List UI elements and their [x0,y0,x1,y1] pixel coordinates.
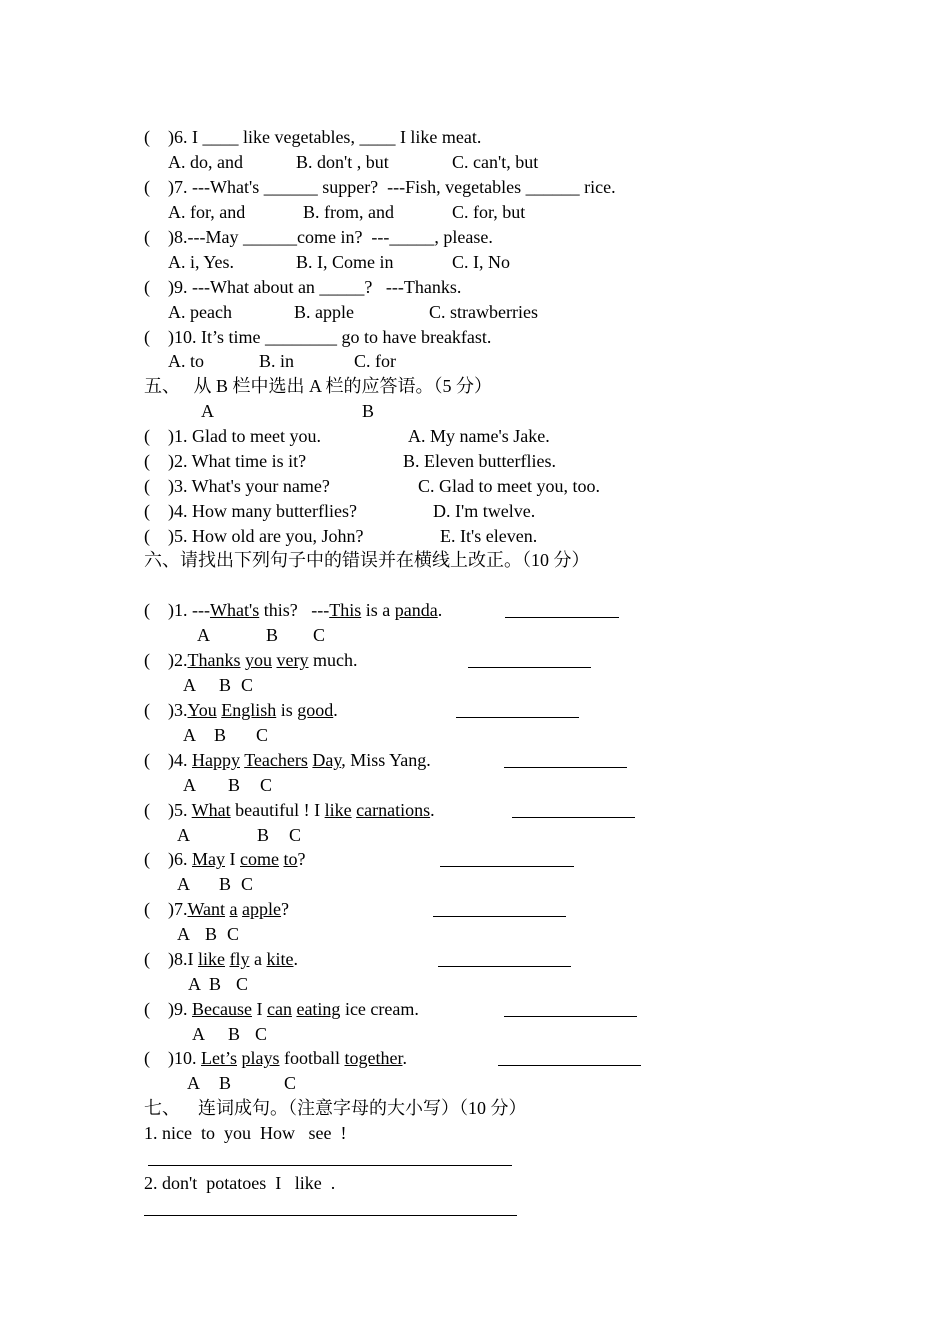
q4-7-stem: ( )7. ---What's ______ supper? ---Fish, vegetables ______ rice. [144,177,616,197]
s6-label-4c: C [260,775,273,795]
s6-label-5b: B [257,825,270,845]
s6-answer-line-6[interactable] [440,866,574,867]
s5-q2: ( )2. What time is it? [144,451,307,471]
q4-6-option-b: B. don't , but [296,152,389,172]
s6-item-5: ( )5. What beautiful ! I like carnations. [144,800,435,820]
s6-item-3: ( )3.You English is good. [144,700,338,720]
q4-6-option-c: C. can't, but [452,152,539,172]
s5-q4: ( )4. How many butterflies? [144,501,357,521]
q4-8-stem: ( )8.---May ______come in? ---_____, please. [144,227,493,247]
s5-a1: A. My name's Jake. [408,426,550,446]
s6-answer-line-8[interactable] [438,966,571,967]
section6-heading: 六、请找出下列句子中的错误并在横线上改正。（10 分） [144,550,590,570]
s6-label-7c: C [227,924,240,944]
s6-answer-line-2[interactable] [468,667,591,668]
s6-label-8a: A [188,974,201,994]
s5-q1: ( )1. Glad to meet you. [144,426,321,446]
s6-label-3b: B [214,725,227,745]
s6-item-1: ( )1. ---What's this? ---This is a panda. [144,600,443,620]
s6-label-1c: C [313,625,326,645]
q4-6-stem: ( )6. I ____ like vegetables, ____ I like meat. [144,127,482,147]
s5-a4: D. I'm twelve. [433,501,536,521]
s7-answer-line-2[interactable] [144,1215,517,1216]
s6-label-9c: C [255,1024,268,1044]
s6-label-7a: A [177,924,190,944]
s6-label-6b: B [219,874,232,894]
s6-answer-line-9[interactable] [504,1016,637,1017]
s6-label-8b: B [209,974,222,994]
s6-label-2b: B [219,675,232,695]
s6-label-3a: A [183,725,196,745]
s6-answer-line-4[interactable] [504,767,627,768]
s5-a3: C. Glad to meet you, too. [418,476,600,496]
s6-label-2c: C [241,675,254,695]
s7-item-1: 1. nice to you How see ! [144,1123,347,1143]
q4-8-option-c: C. I, No [452,252,510,272]
s5-q3: ( )3. What's your name? [144,476,330,496]
q4-9-stem: ( )9. ---What about an _____? ---Thanks. [144,277,462,297]
q4-7-option-b: B. from, and [303,202,394,222]
q4-9-option-c: C. strawberries [429,302,538,322]
s6-label-10a: A [187,1073,200,1093]
q4-10-stem: ( )10. It’s time ________ go to have breakfast. [144,327,492,347]
q4-8-option-a: A. i, Yes. [168,252,235,272]
s6-answer-line-10[interactable] [498,1065,641,1066]
s6-label-5a: A [177,825,190,845]
s6-item-10: ( )10. Let’s plays football together. [144,1048,407,1068]
s6-item-7: ( )7.Want a apple? [144,899,290,919]
s6-label-10c: C [284,1073,297,1093]
section7-heading: 七、 连词成句。（注意字母的大小写）（10 分） [144,1098,527,1118]
s6-label-4b: B [228,775,241,795]
q4-9-option-b: B. apple [294,302,354,322]
s5-a5: E. It's eleven. [440,526,538,546]
s7-item-2: 2. don't potatoes I like . [144,1173,336,1193]
s6-item-8: ( )8.I like fly a kite. [144,949,298,969]
s6-label-9b: B [228,1024,241,1044]
q4-10-option-a: A. to [168,351,204,371]
q4-9-option-a: A. peach [168,302,232,322]
s6-answer-line-3[interactable] [456,717,579,718]
q4-10-option-c: C. for [354,351,396,371]
s6-label-10b: B [219,1073,232,1093]
s6-label-2a: A [183,675,196,695]
s6-label-5c: C [289,825,302,845]
q4-7-option-c: C. for, but [452,202,526,222]
q4-6-option-a: A. do, and [168,152,243,172]
q4-7-option-a: A. for, and [168,202,246,222]
s6-label-8c: C [236,974,249,994]
s6-label-9a: A [192,1024,205,1044]
s6-label-6c: C [241,874,254,894]
s6-label-4a: A [183,775,196,795]
s6-label-3c: C [256,725,269,745]
s6-label-1a: A [197,625,210,645]
s6-answer-line-7[interactable] [433,916,566,917]
s6-label-1b: B [266,625,279,645]
section5-col-b: B [362,401,375,421]
q4-10-option-b: B. in [259,351,295,371]
s6-item-4: ( )4. Happy Teachers Day, Miss Yang. [144,750,431,770]
section5-heading: 五、 从 B 栏中选出 A 栏的应答语。（5 分） [144,376,493,396]
s5-a2: B. Eleven butterflies. [403,451,556,471]
s7-answer-line-1[interactable] [148,1165,512,1166]
s5-q5: ( )5. How old are you, John? [144,526,364,546]
s6-label-7b: B [205,924,218,944]
s6-label-6a: A [177,874,190,894]
s6-answer-line-5[interactable] [512,817,635,818]
s6-item-9: ( )9. Because I can eating ice cream. [144,999,419,1019]
section5-col-a: A [201,401,214,421]
s6-answer-line-1[interactable] [505,617,619,618]
q4-8-option-b: B. I, Come in [296,252,394,272]
s6-item-6: ( )6. May I come to? [144,849,306,869]
s6-item-2: ( )2.Thanks you very much. [144,650,358,670]
